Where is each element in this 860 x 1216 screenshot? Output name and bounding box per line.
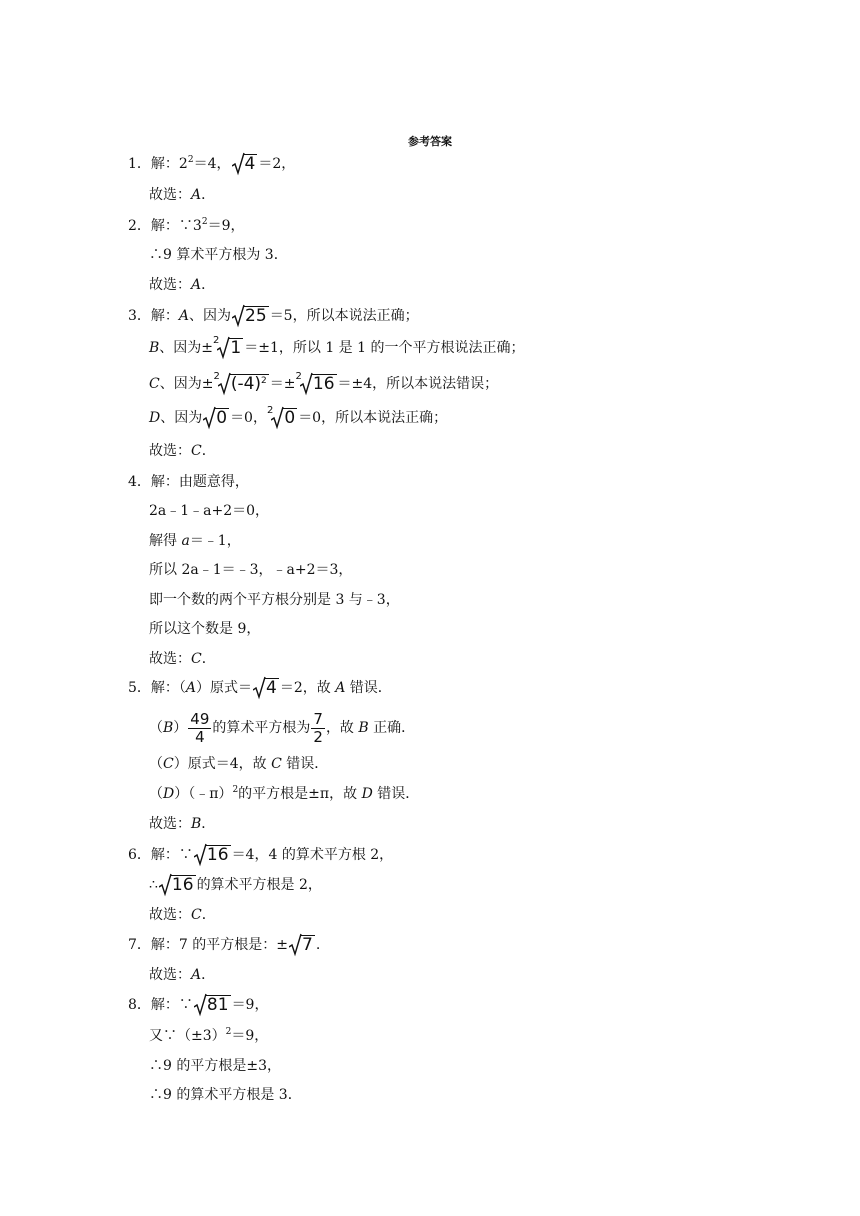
answer-2-line-2: ∴9 算术平方根为 3． — [149, 247, 288, 263]
answer-5-line-2: （B） $\frac{49}{4}$ 的算术平方根为 $\frac{7}{2}$ ，故 B 正确． — [149, 709, 416, 746]
answer-6-line-2: ∴ 16 的算术平方根是 2， — [149, 875, 322, 895]
item-number: 8． — [128, 997, 151, 1013]
sqrt-expression: 81 — [194, 995, 231, 1015]
sqrt-expression: 7 — [289, 935, 315, 955]
answer-5-line-5: 故选：B． — [149, 816, 216, 832]
answer-4-line-5: 即一个数的两个平方根分别是 3 与﹣3， — [149, 592, 400, 608]
item-number: 7． — [128, 937, 151, 953]
answer-7-line-2: 故选：A． — [149, 967, 216, 983]
answer-3-line-2: B、因为±$^2$ 1 ＝±1，所以 1 是 1 的一个平方根说法正确； — [149, 335, 525, 358]
page-title: 参考答案 — [408, 135, 452, 148]
item-number: 1． — [128, 156, 151, 172]
item-number: 2． — [128, 218, 151, 234]
answer-4-line-1: 4．解：由题意得， — [128, 474, 249, 490]
sqrt-expression: 16 — [159, 875, 196, 895]
sqrt-expression: 16 — [194, 845, 231, 865]
answer-4-line-2: 2a﹣1﹣a+2＝0， — [149, 503, 270, 519]
root-expression: 0 — [271, 408, 297, 428]
answer-8-line-2: 又$\because(\pm 3)^2=9$， — [149, 1027, 269, 1044]
answer-1-line-1: 1．解：$2^2=4$， 4 ＝2， — [128, 154, 296, 174]
sqrt-expression: 4 — [232, 154, 258, 174]
item-number: 5． — [128, 680, 151, 696]
answer-3-line-3: C、因为±$^2$ $(-4)^2 =\pm^2$ 16 ＝±4，所以本说法错误； — [149, 371, 499, 394]
answer-2-line-1: 2．解：$\because 3^2=9$， — [128, 217, 245, 234]
answer-2-line-3: 故选：A． — [149, 277, 216, 293]
answer-3-line-1: 3．解：A、因为 25 ＝5，所以本说法正确； — [128, 306, 419, 326]
sqrt-expression: 25 — [232, 306, 269, 326]
answer-3-line-4: D、因为 0 ＝0，$^2$ 0 ＝0，所以本说法正确； — [149, 405, 448, 428]
sqrt-expression: 0 — [203, 408, 229, 428]
answer-8-line-1: 8．解：∵ 81 ＝9， — [128, 995, 269, 1015]
answer-4-line-6: 所以这个数是 9， — [149, 621, 261, 637]
root-expression: $(-4)^2$ — [218, 374, 269, 394]
answer-4-line-4: 所以 2a﹣1＝﹣3，﹣a+2＝3， — [149, 562, 353, 578]
answer-7-line-1: 7．解：7 的平方根是：± 7 . — [128, 935, 321, 955]
root-expression: 16 — [300, 374, 337, 394]
answer-1-line-2: 故选：A． — [149, 187, 216, 203]
answer-8-line-3: ∴9 的平方根是±3， — [149, 1058, 281, 1074]
fraction: $\frac{49}{4}$ — [190, 709, 210, 746]
fraction: $\frac{7}{2}$ — [313, 709, 323, 746]
item-number: 3． — [128, 308, 151, 324]
answer-6-line-3: 故选：C． — [149, 907, 216, 923]
answer-3-line-5: 故选：C． — [149, 443, 216, 459]
answer-6-line-1: 6．解：∵ 16 ＝4，4 的算术平方根 2， — [128, 845, 394, 865]
item-number: 6． — [128, 847, 151, 863]
sqrt-expression: 4 — [253, 678, 279, 698]
answer-4-line-3: 解得 a＝﹣1， — [149, 533, 241, 549]
answer-5-line-3: （C）原式＝4，故 C 错误． — [149, 756, 329, 772]
answer-8-line-4: ∴9 的算术平方根是 3． — [149, 1087, 302, 1103]
root-expression: 1 — [217, 338, 243, 358]
answer-5-line-4: （D）（﹣π）$^2$的平方根是±π，故 D 错误． — [149, 785, 420, 802]
answer-4-line-7: 故选：C． — [149, 651, 216, 667]
item-number: 4． — [128, 474, 151, 490]
answer-5-line-1: 5．解：（A）原式＝ 4 ＝2，故 A 错误． — [128, 678, 392, 698]
